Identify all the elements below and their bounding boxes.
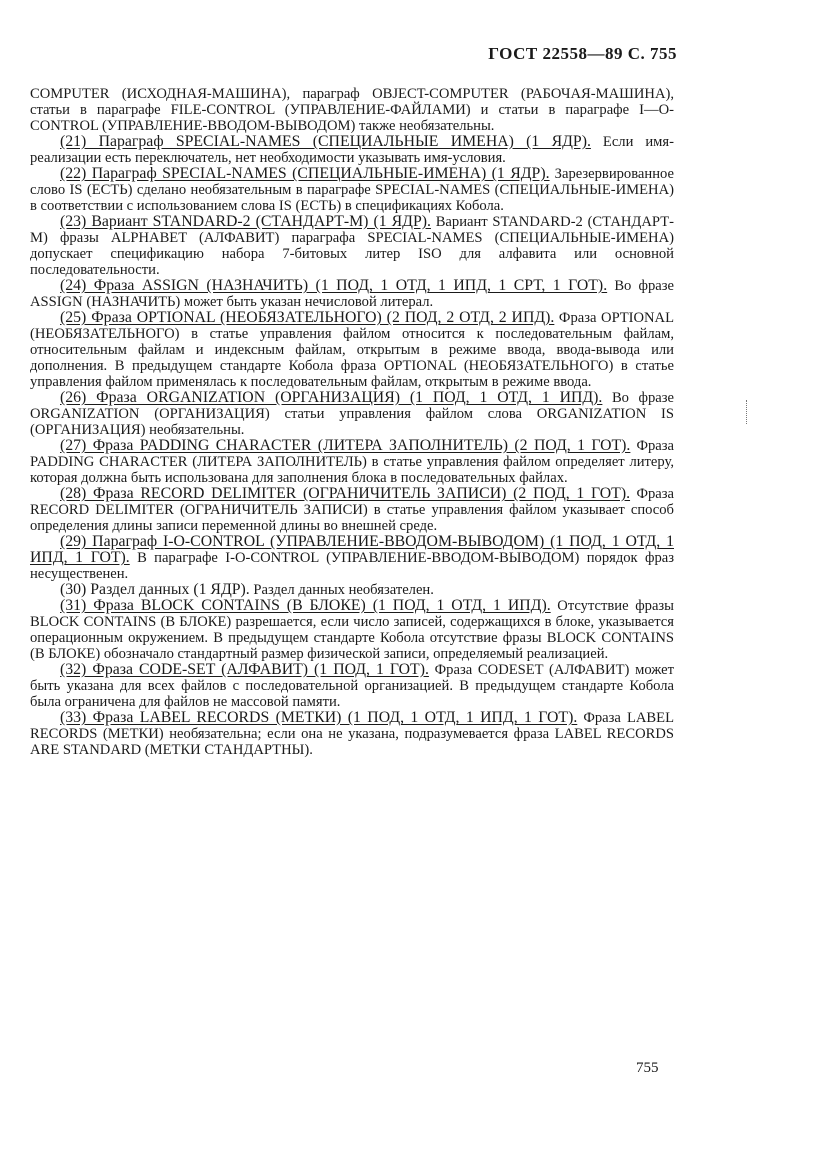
paragraph-heading: (23) Вариант STANDARD-2 (СТАНДАРТ-М) (1 ЯДР). (60, 213, 431, 230)
paragraph-31 (30, 598, 674, 662)
paragraph-text: Раздел данных необязателен. (253, 582, 434, 598)
page-number: 755 (636, 1060, 659, 1076)
page-header: ГОСТ 22558—89 С. 755 (488, 44, 677, 63)
paragraph-heading: (22) Параграф SPECIAL-NAMES (СПЕЦИАЛЬНЫЕ-ИМЕНА) (1 ЯДР). (60, 165, 550, 182)
margin-mark (746, 400, 748, 424)
paragraph-23 (30, 214, 674, 278)
paragraph-text: Во фразе ASSIGN (НАЗНАЧИТЬ) может быть указан нечисловой литерал. (30, 278, 674, 310)
paragraph-24 (30, 278, 674, 310)
paragraph-27 (30, 438, 674, 486)
paragraph-text: Фраза OPTIONAL (НЕОБЯЗАТЕЛЬНОГО) в статье управления файлом относится к последовательным файлам, относительным файлам и индексным файлам, открытым в режиме ввода, ввода-вывода или дополнения. В предыдущем стандарте Кобола фраза OPTIONAL (НЕОБЯЗАТЕЛЬНОГО) в статье управления файлом применялась к последовательным файлам, открытым в режиме ввода. (30, 310, 675, 390)
paragraph-text: COMPUTER (ИСХОДНАЯ-МАШИНА), параграф OBJECT-COMPUTER (РАБОЧАЯ-МАШИНА), статьи в параграфе FILE-CONTROL (УПРАВЛЕНИЕ-ФАЙЛАМИ) и статьи в параграфе I—O-CONTROL (УПРАВЛЕНИЕ-ВВОДОМ-ВЫВОДОМ) также необязательны. (30, 86, 674, 134)
paragraph-heading: (33) Фраза LABEL RECORDS (МЕТКИ) (1 ПОД, 1 ОТД, 1 ИПД, 1 ГОТ). (60, 709, 578, 726)
paragraph-heading: (29) Параграф I-O-CONTROL (УПРАВЛЕНИЕ-ВВОДОМ-ВЫВОДОМ) (1 ПОД, 1 ОТД, 1 ИПД, 1 ГОТ). (30, 533, 674, 566)
paragraph-32 (30, 662, 674, 710)
paragraph-heading: (21) Параграф SPECIAL-NAMES (СПЕЦИАЛЬНЫЕ ИМЕНА) (1 ЯДР). (60, 133, 591, 150)
paragraph-text: Фраза LABEL RECORDS (МЕТКИ) необязательна; если она не указана, подразумевается фраза LABEL RECORDS ARE STANDARD (МЕТКИ СТАНДАРТНЫ). (30, 710, 674, 758)
paragraph-text: Если имя-реализации есть переключатель, нет необходимости указывать имя-условия. (30, 134, 674, 166)
paragraph-heading: (31) Фраза BLOCK CONTAINS (В БЛОКЕ) (1 ПОД, 1 ОТД, 1 ИПД). (60, 597, 551, 614)
paragraph-heading: (32) Фраза CODE-SET (АЛФАВИТ) (1 ПОД, 1 ГОТ). (60, 661, 429, 678)
paragraph-text: Во фразе ORGANIZATION (ОРГАНИЗАЦИЯ) статьи управления файлом слова ORGANIZATION IS (ОРГАНИЗАЦИЯ) необязательны. (30, 390, 675, 438)
paragraph-text: Отсутствие фразы BLOCK CONTAINS (В БЛОКЕ) разрешается, если число записей, содержащихся в блоке, указывается операционным окружением. В предыдущем стандарте Кобола отсутствие фразы BLOCK CONTAINS (В БЛОКЕ) обозначало стандартный размер физической записи, определяемый реализацией. (30, 598, 674, 662)
paragraph-26 (30, 390, 674, 438)
paragraph-heading: (30) Раздел данных (1 ЯДР). (60, 581, 250, 598)
paragraph-text: Вариант STANDARD-2 (СТАНДАРТ-М) фразы ALPHABET (АЛФАВИТ) параграфа SPECIAL-NAMES (СПЕЦИАЛЬНЫЕ-ИМЕНА) допускает спецификацию набора 7-битовых литер ISO для алфавита или основной последовательности. (30, 214, 674, 278)
paragraph-28 (30, 486, 674, 534)
paragraph-33 (30, 710, 674, 758)
paragraph-22 (30, 166, 674, 214)
paragraph-text: Фраза RECORD DELIMITER (ОГРАНИЧИТЕЛЬ ЗАПИСИ) в статье управления файлом указывает способ определения длины записи переменной длины во внешней среде. (30, 486, 675, 534)
paragraph-text: В параграфе I-O-CONTROL (УПРАВЛЕНИЕ-ВВОДОМ-ВЫВОДОМ) порядок фраз несущественен. (30, 550, 674, 582)
paragraph-heading: (25) Фраза OPTIONAL (НЕОБЯЗАТЕЛЬНОГО) (2 ПОД, 2 ОТД, 2 ИПД). (60, 309, 555, 326)
paragraph-text: Зарезервированное слово IS (ЕСТЬ) сделано необязательным в параграфе SPECIAL-NAMES (СПЕЦИАЛЬНЫЕ-ИМЕНА) в соответствии с использованием слова IS (ЕСТЬ) в спецификациях Кобола. (30, 166, 674, 214)
paragraph-text: Фраза CODESET (АЛФАВИТ) может быть указана для всех файлов с последовательной организацией. В предыдущем стандарте Кобола была ограничена для файлов не массовой памяти. (30, 662, 674, 710)
paragraph-21 (30, 134, 674, 166)
paragraph-25 (30, 310, 674, 390)
paragraph-heading: (28) Фраза RECORD DELIMITER (ОГРАНИЧИТЕЛЬ ЗАПИСИ) (2 ПОД, 1 ГОТ). (60, 485, 631, 502)
paragraph-30 (30, 582, 674, 598)
paragraph-continuation (30, 86, 674, 134)
paragraph-text: Фраза PADDING CHARACTER (ЛИТЕРА ЗАПОЛНИТЕЛЬ) в статье управления файлом определяет литеру, которая должна быть использована для заполнения блока в последовательных файлах. (30, 438, 674, 486)
paragraph-heading: (27) Фраза PADDING CHARACTER (ЛИТЕРА ЗАПОЛНИТЕЛЬ) (2 ПОД, 1 ГОТ). (60, 437, 631, 454)
paragraph-heading: (24) Фраза ASSIGN (НАЗНАЧИТЬ) (1 ПОД, 1 ОТД, 1 ИПД, 1 СРТ, 1 ГОТ). (60, 277, 608, 294)
paragraph-heading: (26) Фраза ORGANIZATION (ОРГАНИЗАЦИЯ) (1 ПОД, 1 ОТД, 1 ИПД). (60, 389, 603, 406)
document-body (30, 86, 674, 758)
paragraph-29 (30, 534, 674, 582)
